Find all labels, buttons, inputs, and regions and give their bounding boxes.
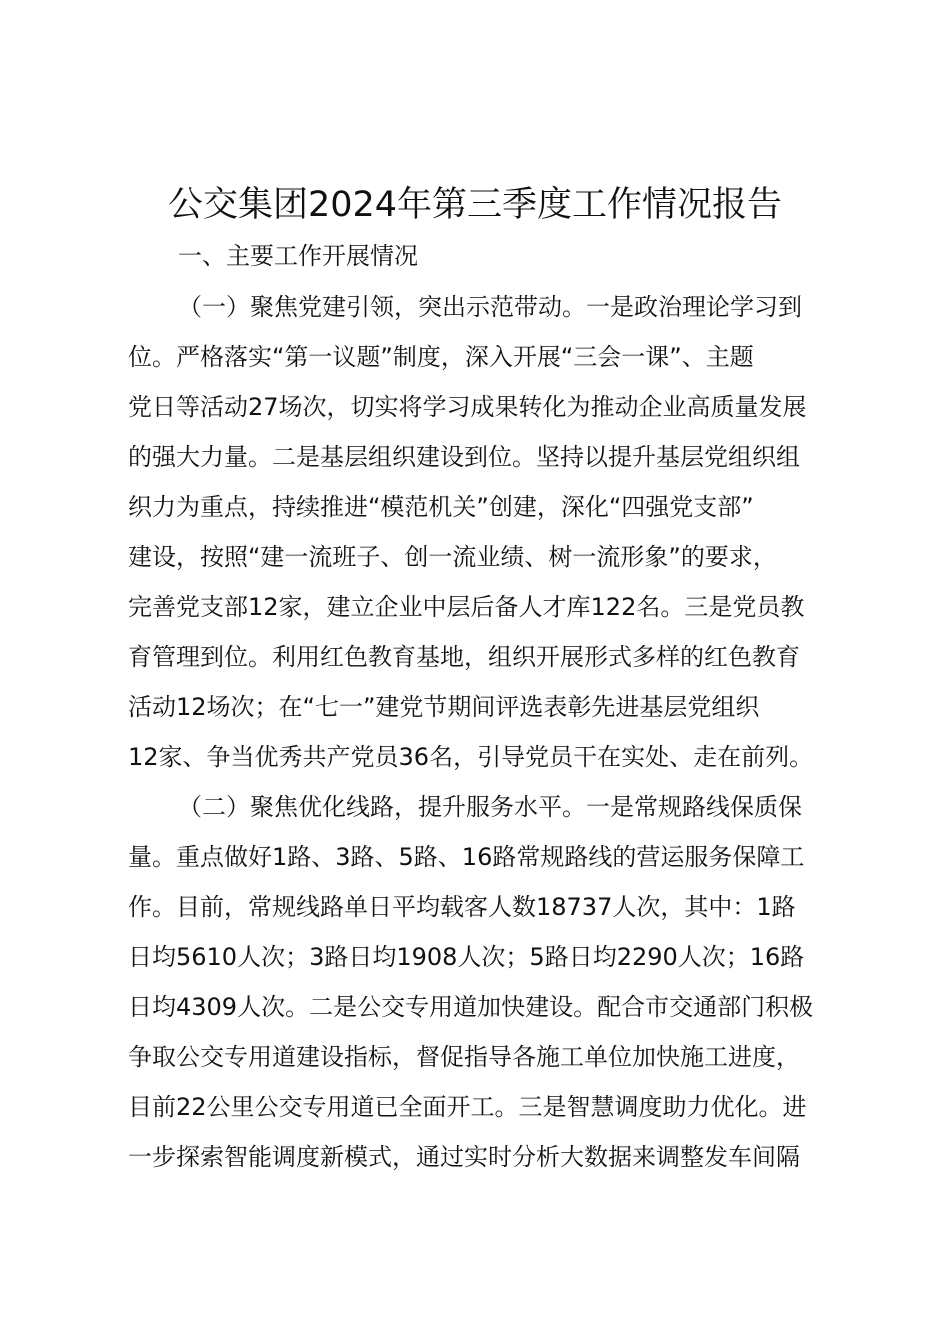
paragraph-line: 日均5610人次；3路日均1908人次；5路日均2290人次；16路 — [128, 943, 805, 971]
paragraph-line: 位。严格落实“第一议题”制度，深入开展“三会一课”、主题 — [128, 343, 754, 371]
paragraph-line: （二）聚焦优化线路，提升服务水平。一是常规路线保质保 — [178, 793, 802, 821]
paragraph-line: 量。重点做好1路、3路、5路、16路常规路线的营运服务保障工 — [128, 843, 805, 871]
paragraph-line: 目前22公里公交专用道已全面开工。三是智慧调度助力优化。进 — [128, 1093, 807, 1121]
paragraph-line: 织力为重点，持续推进“模范机关”创建，深化“四强党支部” — [128, 493, 754, 521]
paragraph-line: 一步探索智能调度新模式，通过实时分析大数据来调整发车间隔 — [128, 1143, 800, 1171]
paragraph-party-building — [128, 282, 868, 782]
paragraph-line: 争取公交专用道建设指标，督促指导各施工单位加快施工进度， — [128, 1043, 800, 1071]
paragraph-line: 育管理到位。利用红色教育基地，组织开展形式多样的红色教育 — [128, 643, 800, 671]
paragraph-line: 的强大力量。二是基层组织建设到位。坚持以提升基层党组织组 — [128, 443, 800, 471]
paragraph-line: 作。目前，常规线路单日平均载客人数18737人次，其中：1路 — [128, 893, 796, 921]
paragraph-line: 日均4309人次。二是公交专用道加快建设。配合市交通部门积极 — [128, 993, 814, 1021]
paragraph-line: 建设，按照“建一流班子、创一流业绩、树一流形象”的要求， — [128, 543, 777, 571]
paragraph-line: 完善党支部12家，建立企业中层后备人才库122名。三是党员教 — [128, 593, 805, 621]
document-title: 公交集团2024年第三季度工作情况报告 — [167, 185, 783, 225]
paragraph-line: 活动12场次；在“七一”建党节期间评选表彰先进基层党组织 — [128, 693, 760, 721]
paragraph-line: 12家、争当优秀共产党员36名，引导党员干在实处、走在前列。 — [128, 743, 814, 771]
paragraph-line: 党日等活动27场次，切实将学习成果转化为推动企业高质量发展 — [128, 393, 807, 421]
paragraph-line: （一）聚焦党建引领，突出示范带动。一是政治理论学习到 — [178, 293, 802, 321]
section-heading: 一、主要工作开展情况 — [178, 242, 418, 270]
paragraph-route-optimization — [128, 782, 868, 1182]
